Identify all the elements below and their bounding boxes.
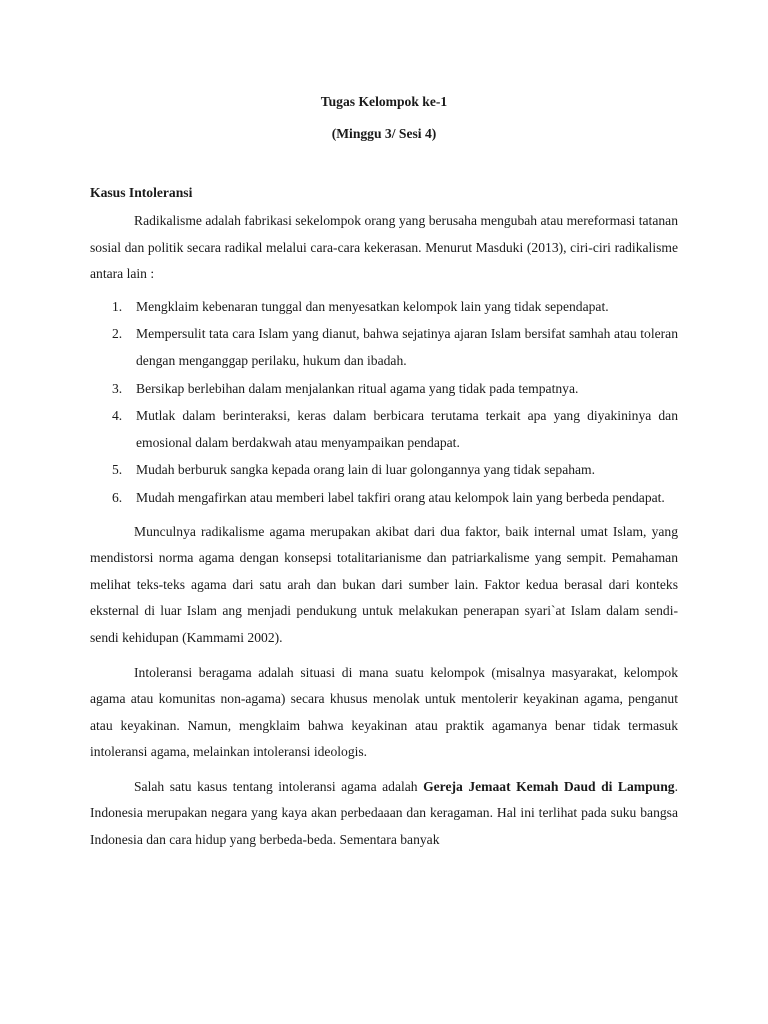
- section-heading: Kasus Intoleransi: [90, 185, 193, 200]
- intro-paragraph: Radikalisme adalah fabrikasi sekelompok orang yang berusaha mengubah atau mereformasi tatanan sosial dan politik secara radikal melalui cara-cara kekerasan. Menurut Masduki (2013), ciri-ciri radikalisme antara lain :: [90, 213, 678, 282]
- list-item-number: 5.: [112, 462, 123, 478]
- list-item-number: 6.: [112, 489, 123, 505]
- case-text-after: . Indonesia merupakan negara yang kaya akan perbedaaan dan keragaman. Hal ini terlihat pada suku bangsa Indonesia dan cara hidup yang berbeda-beda. Sementara banyak: [90, 778, 678, 848]
- list-item-text: Mengklaim kebenaran tunggal dan menyesatkan kelompok lain yang tidak sependapat.: [136, 298, 609, 314]
- list-item: [112, 485, 678, 512]
- list-item: [112, 403, 678, 456]
- case-name-bold: Gereja Jemaat Kemah Daud di Lampung: [423, 778, 675, 794]
- case-text-before: Salah satu kasus tentang intoleransi agama adalah: [134, 778, 424, 794]
- radicalism-factors-paragraph: Munculnya radikalisme agama merupakan akibat dari dua faktor, baik internal umat Islam, yang mendistorsi norma agama dengan konsepsi totalitarianisme dan patriarkalisme yang sempit. Pemahaman melihat teks-teks agama dari satu arah dan bukan dari sumber lain. Faktor kedua berasal dari konteks eksternal di luar Islam ang menjadi pendukung untuk melakukan penerapan syari`at Islam dalam sendi-sendi kehidupan (Kammami 2002).: [90, 523, 678, 645]
- list-item: [112, 294, 678, 321]
- list-item-number: 1.: [112, 298, 123, 314]
- case-paragraph: [90, 774, 678, 854]
- document-subtitle: (Minggu 3/ Sesi 4): [331, 126, 437, 141]
- list-item-number: 2.: [112, 326, 123, 342]
- list-item-number: 4.: [112, 408, 123, 424]
- list-item-text: Mutlak dalam berinteraksi, keras dalam berbicara terutama terkait apa yang diyakininya dan emosional dalam berdakwah atau menyampaikan pendapat.: [136, 408, 678, 450]
- characteristics-list: [90, 294, 678, 512]
- document-title: Tugas Kelompok ke-1: [320, 94, 448, 109]
- list-item-text: Bersikap berlebihan dalam menjalankan ritual agama yang tidak pada tempatnya.: [136, 380, 579, 396]
- list-item-number: 3.: [112, 380, 123, 396]
- list-item: [112, 376, 678, 403]
- list-item-text: Mempersulit tata cara Islam yang dianut, bahwa sejatinya ajaran Islam bersifat samhah atau toleran dengan menganggap perilaku, hukum dan ibadah.: [136, 326, 678, 368]
- list-item-text: Mudah mengafirkan atau memberi label takfiri orang atau kelompok lain yang berbeda pendapat.: [136, 489, 665, 505]
- list-item: [112, 321, 678, 374]
- list-item: [112, 457, 678, 484]
- intolerance-definition-paragraph: Intoleransi beragama adalah situasi di mana suatu kelompok (misalnya masyarakat, kelompok agama atau komunitas non-agama) secara khusus menolak untuk mentolerir keyakinan agama, penganut atau keyakinan. Namun, mengklaim bahwa keyakinan atau praktik agamanya benar tidak termasuk intoleransi agama, melainkan intoleransi ideologis.: [90, 664, 678, 760]
- list-item-text: Mudah berburuk sangka kepada orang lain di luar golongannya yang tidak sepaham.: [136, 462, 596, 478]
